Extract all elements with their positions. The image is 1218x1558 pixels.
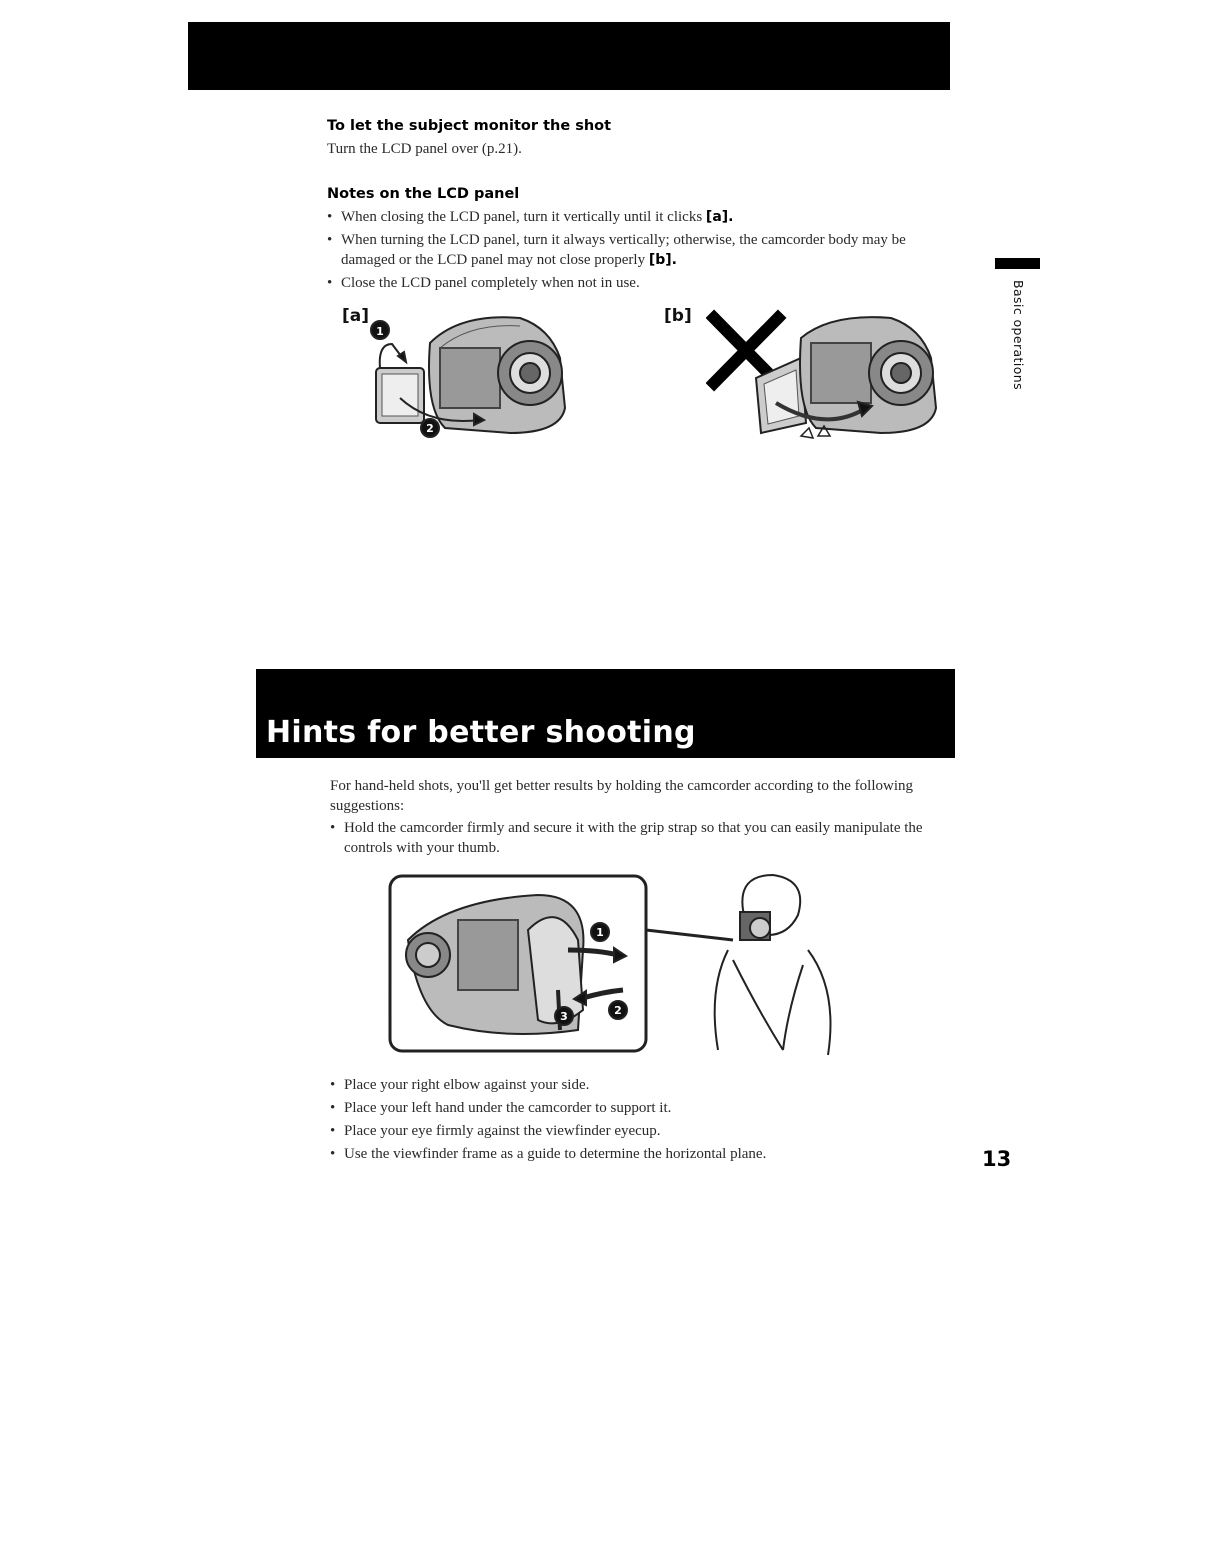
lcd-notes-heading: Notes on the LCD panel: [327, 186, 520, 202]
hints-title: Hints for better shooting: [266, 715, 696, 750]
step-1-badge: 1: [376, 325, 384, 338]
figure-a-camcorder-illustration: [370, 308, 585, 443]
hints-list: [330, 1075, 970, 1167]
section-tab-marker: [995, 258, 1040, 269]
step-2-badge: 2: [426, 422, 434, 435]
figure-a-label: [a]: [342, 306, 370, 326]
hints-grip-list: [330, 818, 940, 861]
hint-item-left-hand: • Place your left hand under the camcorder to support it.: [330, 1098, 970, 1118]
grip-step-2-badge: 2: [614, 1004, 622, 1017]
hint-grip: • Hold the camcorder firmly and secure it with the grip strap so that you can easily manipulate the controls with your thumb.: [330, 818, 940, 858]
grip-step-3-badge: 3: [560, 1010, 568, 1023]
hint-item-eye: • Place your eye firmly against the viewfinder eyecup.: [330, 1121, 970, 1141]
holding-camcorder-illustration: [388, 870, 838, 1060]
page-number: 13: [982, 1147, 1012, 1171]
figure-b-label: [b]: [664, 306, 692, 326]
subject-monitor-heading: To let the subject monitor the shot: [327, 118, 612, 134]
subject-monitor-text: Turn the LCD panel over (p.21).: [327, 141, 522, 157]
figure-b-camcorder-illustration: [706, 308, 951, 453]
hints-intro: For hand-held shots, you'll get better results by holding the camcorder according to the following suggestions:: [330, 778, 913, 814]
hint-item-viewfinder: • Use the viewfinder frame as a guide to determine the horizontal plane.: [330, 1144, 970, 1164]
hint-item-elbow: • Place your right elbow against your side.: [330, 1075, 970, 1095]
section-side-label: Basic operations: [1011, 280, 1026, 390]
lcd-notes-list: [327, 207, 957, 296]
lcd-note-2: • When turning the LCD panel, turn it always vertically; otherwise, the camcorder body may be damaged or the LCD panel may not close properly [b].: [327, 230, 957, 270]
hints-section-band: [256, 669, 955, 758]
grip-step-1-badge: 1: [596, 926, 604, 939]
header-bar: [188, 22, 950, 90]
lcd-note-3: • Close the LCD panel completely when not in use.: [327, 273, 957, 293]
lcd-note-1: • When closing the LCD panel, turn it vertically until it clicks [a].: [327, 207, 957, 227]
